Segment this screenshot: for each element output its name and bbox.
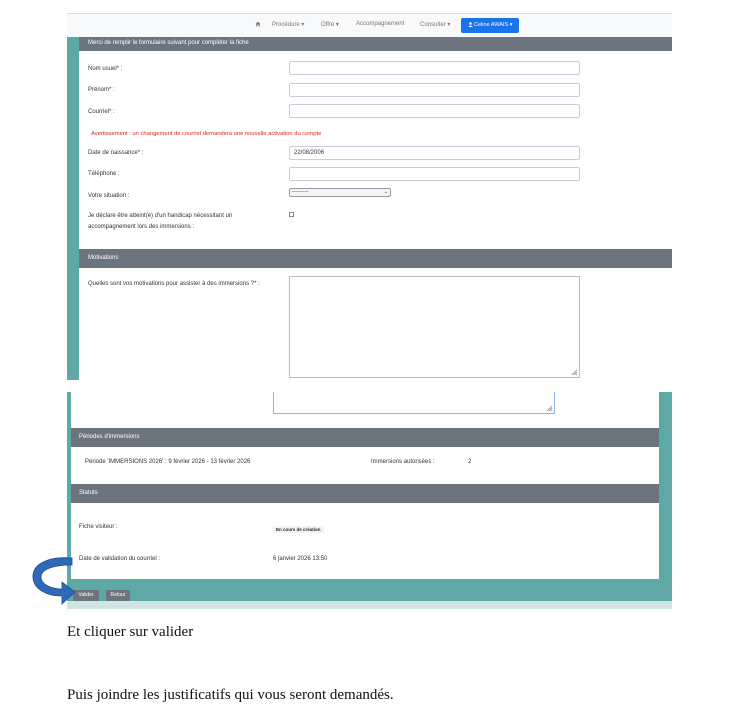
page-footer-strip — [67, 601, 672, 609]
immersions-autorisees-label: Immersions autorisées : — [371, 459, 435, 465]
retour-button[interactable]: Retour — [106, 590, 130, 601]
periodes-section-header — [71, 428, 659, 447]
resize-grip-icon[interactable] — [546, 405, 553, 412]
statuts-title: Statuts — [79, 490, 98, 496]
form-section-title: Merci de remplir le formulaire suivant pour compléter la fiche — [88, 40, 249, 46]
telephone-label: Téléphone : — [88, 171, 120, 177]
fiche-visiteur-label: Fiche visiteur : — [79, 524, 118, 530]
handicap-label-line2: accompagnement lors des immersions : — [88, 224, 195, 230]
validation-courriel-value: 6 janvier 2026 13:50 — [273, 556, 328, 562]
nav-offre[interactable]: Offre ▾ — [321, 22, 339, 28]
instruction-line-2: Puis joindre les justificatifs qui vous seront demandés. — [67, 687, 394, 703]
nom-input[interactable] — [289, 61, 580, 75]
form-section-header — [79, 37, 672, 51]
naissance-label: Date de naissance* : — [88, 150, 144, 156]
motivations-section-header — [79, 249, 672, 268]
motivations-textarea-bottom[interactable] — [273, 392, 555, 414]
situation-label: Votre situation : — [88, 193, 130, 199]
nom-label: Nom usuel* : — [88, 66, 123, 72]
prenom-label: Prénom* : — [88, 87, 115, 93]
telephone-input[interactable] — [289, 167, 580, 181]
naissance-input[interactable]: 22/08/2006 — [289, 146, 580, 160]
situation-selected-value: --------- — [292, 189, 309, 195]
nav-procedure[interactable]: Procédure ▾ — [272, 22, 305, 28]
courriel-input[interactable] — [289, 104, 580, 118]
validation-courriel-label: Date de validation du courriel : — [79, 556, 161, 562]
courriel-warning: Avertissement : un changement de courriel demandera une nouvelle activation du compte — [91, 131, 322, 137]
situation-select[interactable] — [289, 188, 391, 197]
statuts-section-header — [71, 484, 659, 503]
top-navbar — [67, 13, 672, 39]
chevron-down-icon: ⌄ — [383, 189, 388, 195]
courriel-label: Courriel* : — [88, 109, 115, 115]
user-menu-label: Celine AWAIS ▾ — [474, 22, 513, 28]
page-sidebar-strip — [67, 37, 79, 380]
valider-button[interactable]: Valider — [73, 590, 99, 601]
motivations-textarea[interactable] — [289, 276, 580, 378]
motivations-label: Quelles sont vos motivations pour assister à des immersions ?* : — [88, 281, 260, 287]
user-icon — [468, 22, 473, 27]
prenom-input[interactable] — [289, 83, 580, 97]
handicap-checkbox[interactable] — [289, 212, 294, 217]
motivations-title: Motivations — [88, 255, 119, 261]
period-text: Période 'IMMERSIONS 2026' : 9 février 2026 - 13 février 2026 — [85, 459, 251, 465]
resize-grip-icon[interactable] — [571, 369, 578, 376]
immersions-autorisees-value: 2 — [468, 459, 472, 465]
status-badge: En cours de création — [273, 526, 324, 533]
nav-consulter[interactable]: Consulter ▾ — [420, 22, 451, 28]
periodes-title: Périodes d'immersions — [79, 434, 140, 440]
curved-arrow-icon — [28, 554, 78, 608]
nav-accompagnement[interactable]: Accompagnement — [356, 21, 405, 27]
handicap-label-line1: Je déclare être atteint(e) d'un handicap nécessitant un — [88, 213, 233, 219]
home-icon[interactable] — [255, 21, 261, 29]
user-menu-button[interactable] — [461, 18, 519, 33]
instruction-line-1: Et cliquer sur valider — [67, 624, 194, 640]
